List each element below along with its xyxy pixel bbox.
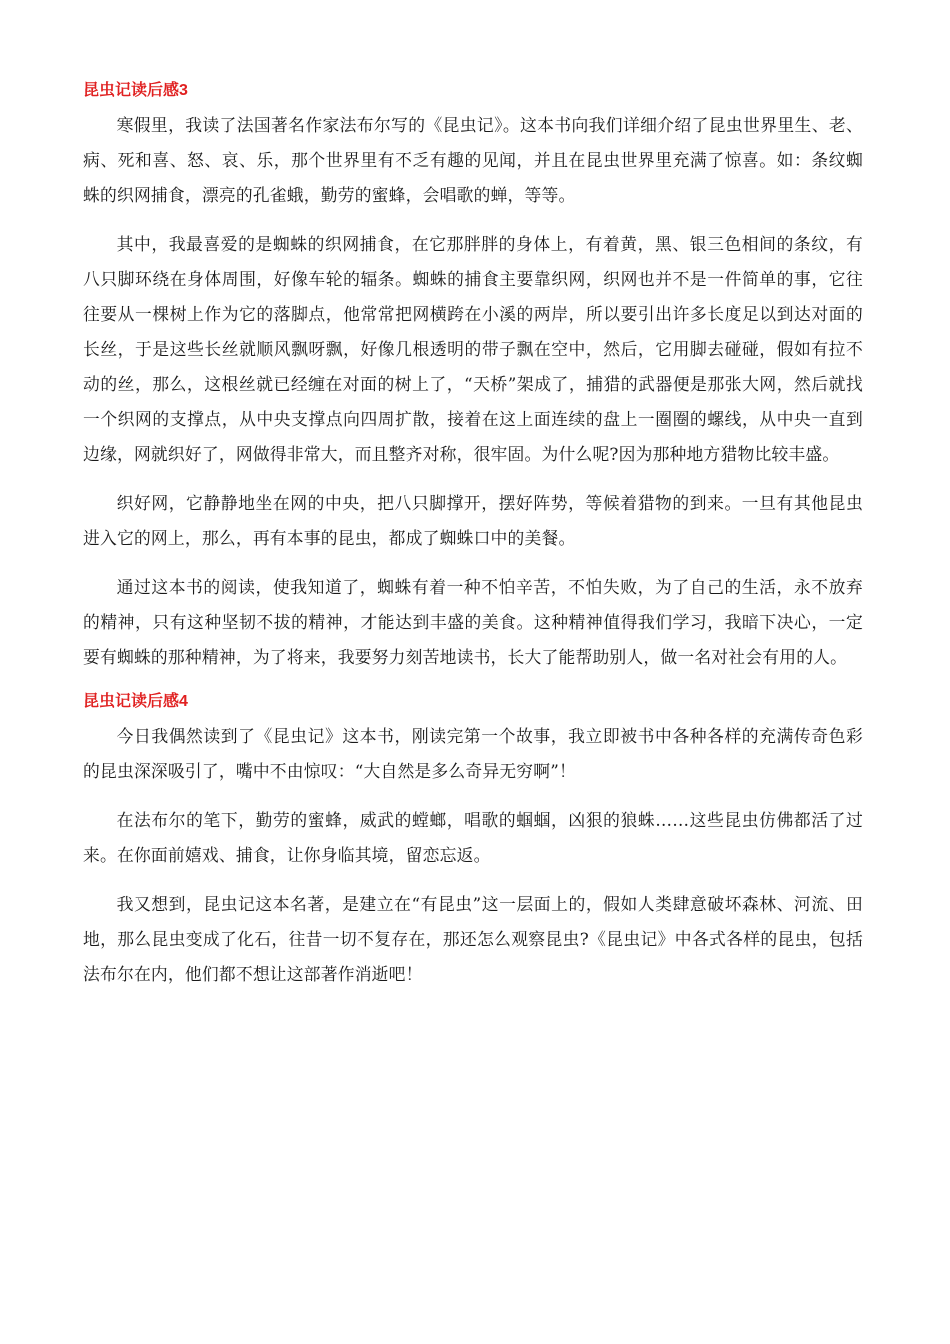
paragraph: 今日我偶然读到了《昆虫记》这本书，刚读完第一个故事，我立即被书中各种各样的充满传奇色彩的昆虫深深吸引了，嘴中不由惊叹：“大自然是多么奇异无穷啊”！ (83, 726, 863, 781)
paragraph: 在法布尔的笔下，勤劳的蜜蜂，威武的螳螂，唱歌的蝈蝈，凶狠的狼蛛……这些昆虫仿佛都活了过来。在你面前嬉戏、捕食，让你身临其境，留恋忘返。 (83, 810, 863, 865)
section-review-4 (83, 689, 863, 992)
paragraph: 通过这本书的阅读，使我知道了，蜘蛛有着一种不怕辛苦，不怕失败，为了自己的生活，永不放弃的精神，只有这种坚韧不拔的精神，才能达到丰盛的美食。这种精神值得我们学习，我暗下决心，一定要有蜘蛛的那种精神，为了将来，我要努力刻苦地读书，长大了能帮助别人，做一名对社会有用的人。 (83, 577, 863, 667)
paragraph: 我又想到，昆虫记这本名著，是建立在“有昆虫”这一层面上的，假如人类肆意破坏森林、河流、田地，那么昆虫变成了化石，往昔一切不复存在，那还怎么观察昆虫?《昆虫记》中各式各样的昆虫，包括法布尔在内，他们都不想让这部著作消逝吧！ (83, 894, 863, 984)
document-content (83, 78, 863, 1006)
paragraph: 织好网，它静静地坐在网的中央，把八只脚撑开，摆好阵势，等候着猎物的到来。一旦有其他昆虫进入它的网上，那么，再有本事的昆虫，都成了蜘蛛口中的美餐。 (83, 493, 863, 548)
section-title: 昆虫记读后感4 (83, 693, 188, 710)
paragraph: 寒假里，我读了法国著名作家法布尔写的《昆虫记》。这本书向我们详细介绍了昆虫世界里生、老、病、死和喜、怒、哀、乐，那个世界里有不乏有趣的见闻，并且在昆虫世界里充满了惊喜。如：条纹蜘蛛的织网捕食，漂亮的孔雀蛾，勤劳的蜜蜂，会唱歌的蝉，等等。 (83, 115, 863, 205)
section-title: 昆虫记读后感3 (83, 82, 188, 99)
paragraph: 其中，我最喜爱的是蜘蛛的织网捕食，在它那胖胖的身体上，有着黄，黑、银三色相间的条纹，有八只脚环绕在身体周围，好像车轮的辐条。蜘蛛的捕食主要靠织网，织网也并不是一件简单的事，它往往要从一棵树上作为它的落脚点，他常常把网横跨在小溪的两岸，所以要引出许多长度足以到达对面的长丝，于是这些长丝就顺风飘呀飘，好像几根透明的带子飘在空中，然后，它用脚去碰碰，假如有拉不动的丝，那么，这根丝就已经缠在对面的树上了，“天桥”架成了，捕猎的武器便是那张大网，然后就找一个织网的支撑点，从中央支撑点向四周扩散，接着在这上面连续的盘上一圈圈的螺线，从中央一直到边缘，网就织好了，网做得非常大，而且整齐对称，很牢固。为什么呢?因为那种地方猎物比较丰盛。 (83, 234, 863, 464)
section-review-3 (83, 78, 863, 675)
